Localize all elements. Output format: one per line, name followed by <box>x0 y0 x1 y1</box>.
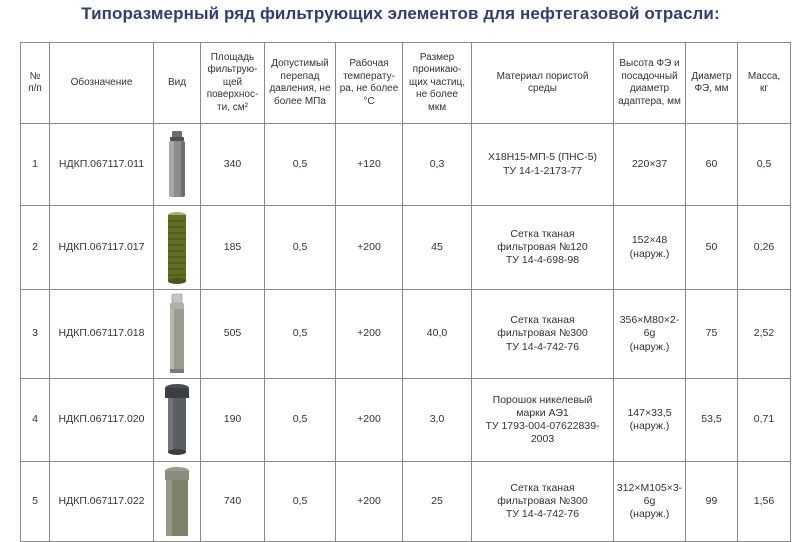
cell-mass: 0,5 <box>738 124 791 206</box>
cell-height: 356×М80×2-6g (наруж.) <box>614 290 686 379</box>
cell-mass: 2,52 <box>738 290 791 379</box>
green-mesh-filter-icon <box>166 211 188 285</box>
cell-area: 505 <box>201 290 265 379</box>
cell-material: Х18Н15-МП-5 (ПНС-5) ТУ 14-1-2173-77 <box>472 124 614 206</box>
cell-num: 3 <box>21 290 50 379</box>
cell-pressure: 0,5 <box>265 206 336 290</box>
cell-num: 4 <box>21 379 50 462</box>
table-row <box>21 379 791 462</box>
cell-num: 1 <box>21 124 50 206</box>
cell-material: Порошок никелевый марки АЭ1 ТУ 1793-004-07622839- 2003 <box>472 379 614 462</box>
cell-diameter: 50 <box>686 206 738 290</box>
cell-mass: 0,26 <box>738 206 791 290</box>
cell-designation: НДКП.067117.017 <box>50 206 154 290</box>
header-diameter: Диаметр ФЭ, мм <box>686 43 738 124</box>
cell-temperature: +200 <box>336 290 403 379</box>
header-material: Материал пористой среды <box>472 43 614 124</box>
cell-temperature: +200 <box>336 379 403 462</box>
cell-temperature: +200 <box>336 206 403 290</box>
cell-pressure: 0,5 <box>265 462 336 542</box>
cell-diameter: 53,5 <box>686 379 738 462</box>
cell-area: 340 <box>201 124 265 206</box>
cell-designation: НДКП.067117.020 <box>50 379 154 462</box>
cell-diameter: 60 <box>686 124 738 206</box>
cell-view <box>154 462 201 542</box>
long-mesh-filter-icon <box>166 293 188 375</box>
header-area: Площадь фильтрую- щей поверхнос- ти, см² <box>201 43 265 124</box>
header-designation: Обозначение <box>50 43 154 124</box>
cell-designation: НДКП.067117.011 <box>50 124 154 206</box>
cell-designation: НДКП.067117.022 <box>50 462 154 542</box>
header-height: Высота ФЭ и посадочный диаметр адаптера, мм <box>614 43 686 124</box>
table-row <box>21 124 791 206</box>
cell-designation: НДКП.067117.018 <box>50 290 154 379</box>
header-particle: Размер проникаю- щих частиц, не более мкм <box>403 43 472 124</box>
header-view: Вид <box>154 43 201 124</box>
cell-height: 152×48 (наруж.) <box>614 206 686 290</box>
cell-area: 190 <box>201 379 265 462</box>
cell-particle: 25 <box>403 462 472 542</box>
cell-view <box>154 290 201 379</box>
page-title: Типоразмерный ряд фильтрующих элементов для нефтегазовой отрасли: <box>81 4 720 23</box>
header-mass: Масса, кг <box>738 43 791 124</box>
cell-num: 5 <box>21 462 50 542</box>
cell-particle: 3,0 <box>403 379 472 462</box>
cell-num: 2 <box>21 206 50 290</box>
header-num: № п/п <box>21 43 50 124</box>
table-row <box>21 462 791 542</box>
cell-particle: 45 <box>403 206 472 290</box>
gray-metal-filter-icon <box>166 130 188 200</box>
cell-mass: 0,71 <box>738 379 791 462</box>
cell-pressure: 0,5 <box>265 124 336 206</box>
cell-mass: 1,56 <box>738 462 791 542</box>
cell-height: 312×М105×3-6g (наруж.) <box>614 462 686 542</box>
cell-particle: 0,3 <box>403 124 472 206</box>
header-pressure: Допустимый перепад давления, не более МПа <box>265 43 336 124</box>
cell-diameter: 75 <box>686 290 738 379</box>
cell-material: Сетка тканая фильтровая №300 ТУ 14-4-742-76 <box>472 290 614 379</box>
olive-mesh-filter-icon <box>163 466 191 538</box>
cell-pressure: 0,5 <box>265 290 336 379</box>
header-temperature: Рабочая температу- ра, не более °С <box>336 43 403 124</box>
cell-pressure: 0,5 <box>265 379 336 462</box>
cell-diameter: 99 <box>686 462 738 542</box>
table-row <box>21 206 791 290</box>
cell-temperature: +120 <box>336 124 403 206</box>
cell-material: Сетка тканая фильтровая №120 ТУ 14-4-698-98 <box>472 206 614 290</box>
cell-area: 185 <box>201 206 265 290</box>
cell-view <box>154 206 201 290</box>
cell-area: 740 <box>201 462 265 542</box>
cell-particle: 40,0 <box>403 290 472 379</box>
table-header-row <box>21 43 791 124</box>
cell-view <box>154 124 201 206</box>
dark-powder-filter-icon <box>164 383 190 457</box>
filter-elements-table <box>20 42 791 542</box>
cell-height: 220×37 <box>614 124 686 206</box>
cell-temperature: +200 <box>336 462 403 542</box>
cell-material: Сетка тканая фильтровая №300 ТУ 14-4-742-76 <box>472 462 614 542</box>
cell-view <box>154 379 201 462</box>
cell-height: 147×33,5 (наруж.) <box>614 379 686 462</box>
table-row <box>21 290 791 379</box>
